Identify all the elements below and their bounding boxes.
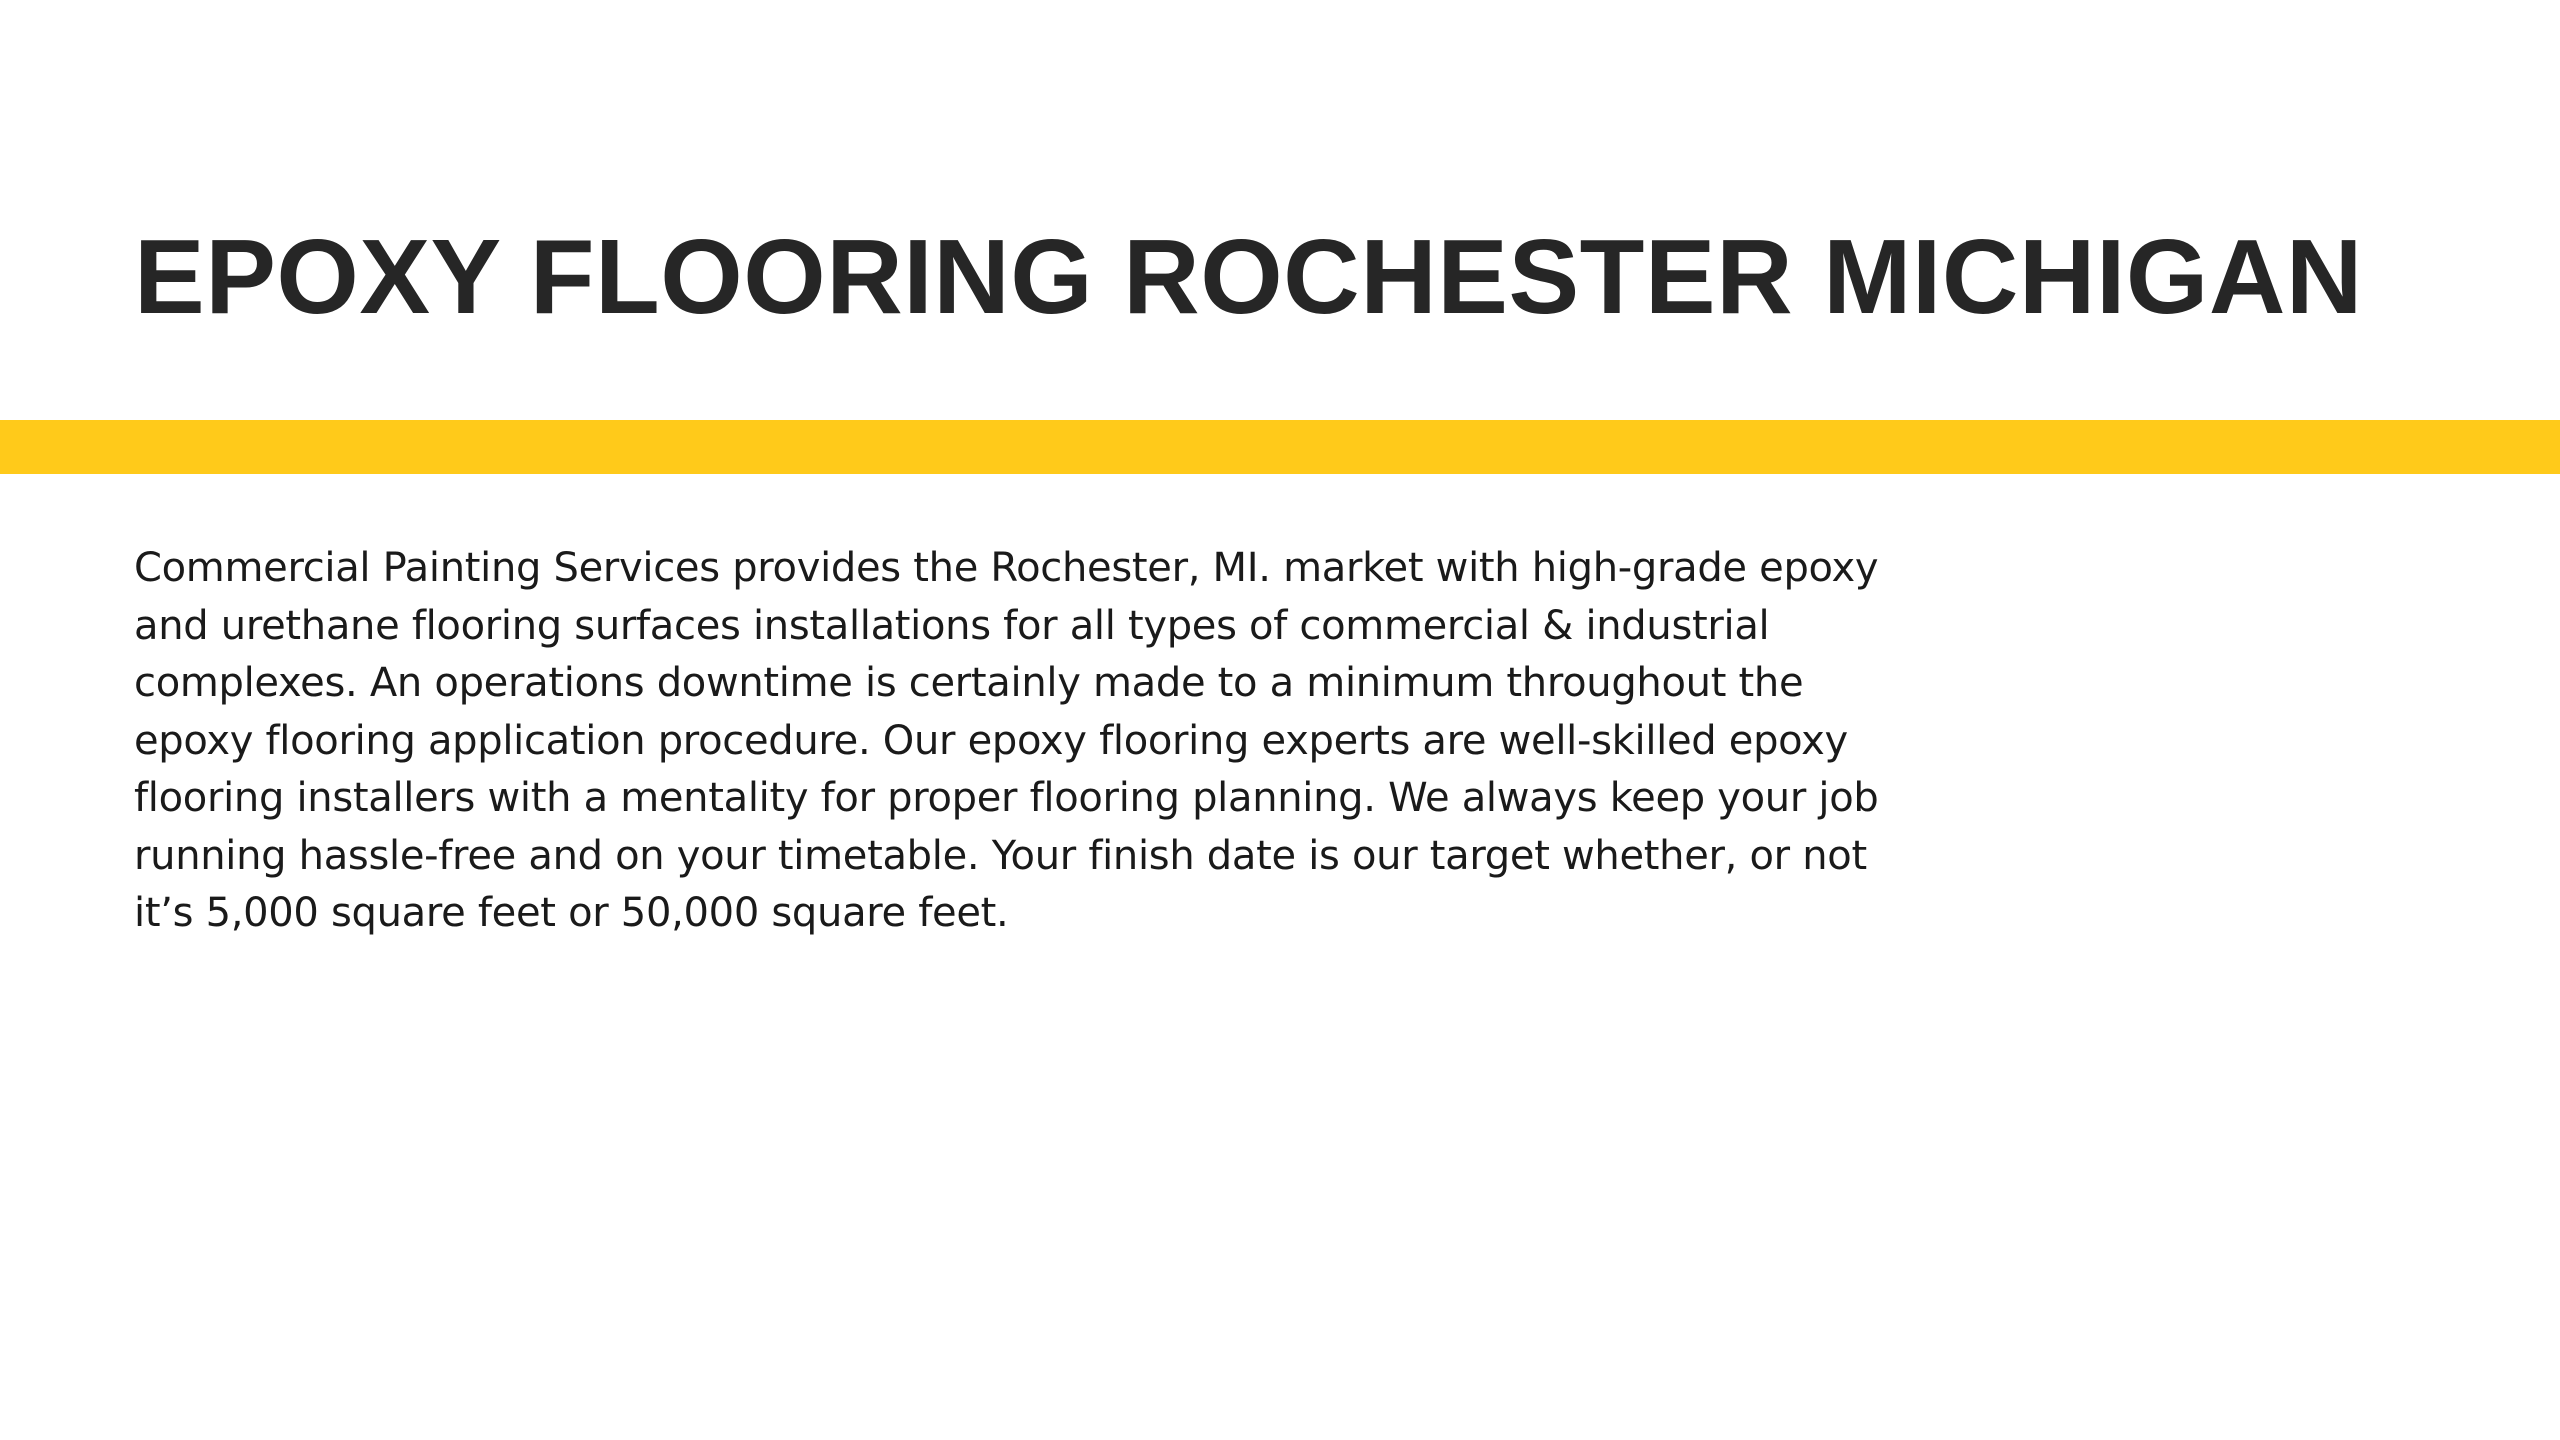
slide-title: EPOXY FLOORING ROCHESTER MICHIGAN (134, 218, 2363, 336)
slide-body-text: Commercial Painting Services provides the Rochester, MI. market with high-grade epoxy and urethane flooring surfaces installations for all types of commercial & industrial complexes. An operations downtime is certainly made to a minimum throughout the epoxy flooring application procedure. Our epoxy flooring experts are well-skilled epoxy flooring installers with a mentality for proper flooring planning. We always keep your job running hassle-free and on your timetable. Your finish date is our target whether, or not it’s 5,000 square feet or 50,000 square feet. (134, 545, 1879, 936)
accent-bar (0, 420, 2560, 474)
